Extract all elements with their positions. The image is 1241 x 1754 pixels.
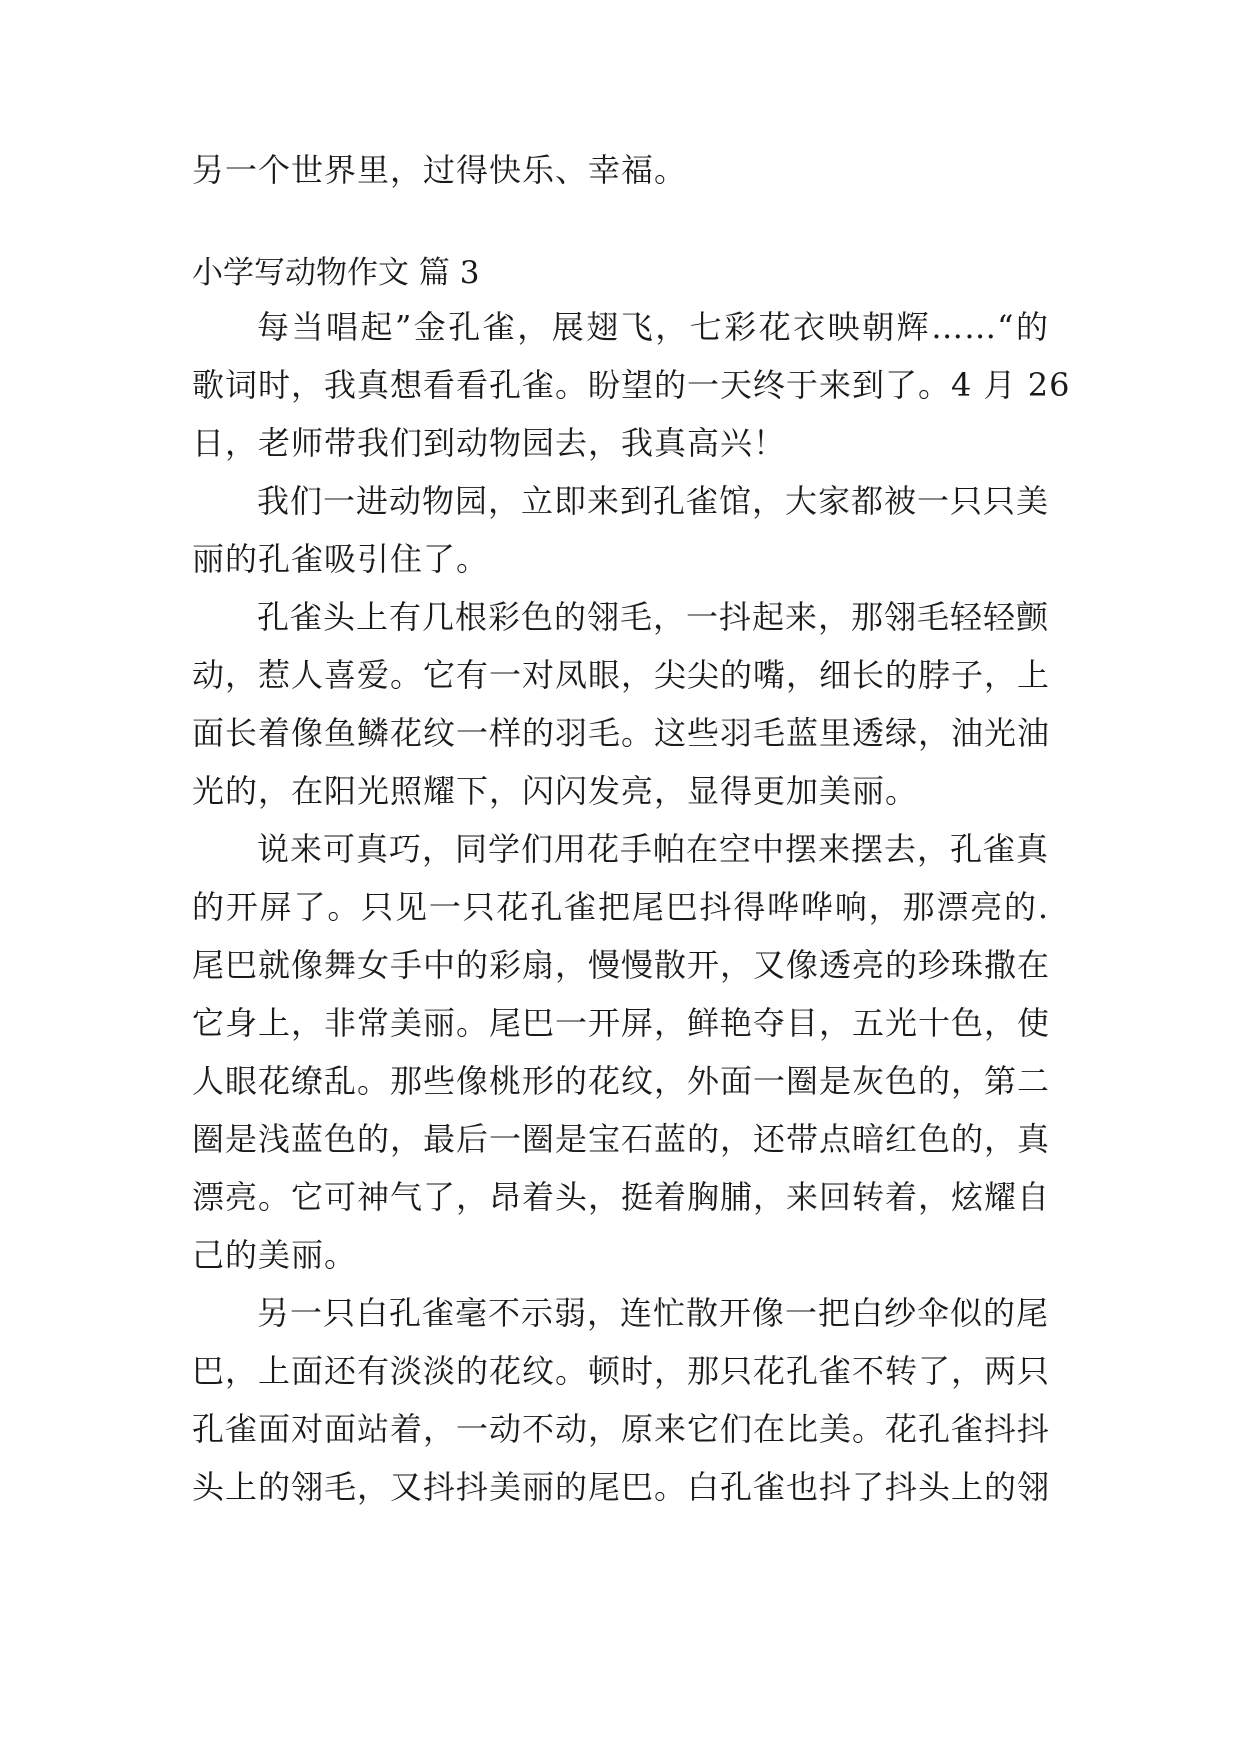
paragraph-2-line-2: 丽的孔雀吸引住了。: [192, 540, 490, 578]
paragraph-3-line-2: 动，惹人喜爱。它有一对凤眼，尖尖的嘴，细长的脖子，上: [192, 656, 1051, 694]
paragraph-5-line-4: 头上的翎毛，又抖抖美丽的尾巴。白孔雀也抖了抖头上的翎: [192, 1468, 1051, 1506]
paragraph-5-line-2: 巴，上面还有淡淡的花纹。顿时，那只花孔雀不转了，两只: [192, 1352, 1051, 1390]
paragraph-5-line-1: 另一只白孔雀毫不示弱，连忙散开像一把白纱伞似的尾: [257, 1294, 1050, 1332]
paragraph-2-line-1: 我们一进动物园，立即来到孔雀馆，大家都被一只只美: [257, 482, 1050, 520]
paragraph-4-line-3: 尾巴就像舞女手中的彩扇，慢慢散开，又像透亮的珍珠撒在: [192, 946, 1051, 984]
paragraph-5-line-3: 孔雀面对面站着，一动不动，原来它们在比美。花孔雀抖抖: [192, 1410, 1051, 1448]
paragraph-4-line-7: 漂亮。它可神气了，昂着头，挺着胸脯，来回转着，炫耀自: [192, 1178, 1051, 1216]
section-heading: 小学写动物作文 篇 3: [192, 255, 480, 291]
paragraph-4-line-8: 己的美丽。: [192, 1236, 358, 1274]
paragraph-4-line-5: 人眼花缭乱。那些像桃形的花纹，外面一圈是灰色的，第二: [192, 1062, 1051, 1100]
paragraph-4-line-6: 圈是浅蓝色的，最后一圈是宝石蓝的，还带点暗红色的，真: [192, 1120, 1051, 1158]
paragraph-3-line-3: 面长着像鱼鳞花纹一样的羽毛。这些羽毛蓝里透绿，油光油: [192, 714, 1051, 752]
paragraph-4-line-1: 说来可真巧，同学们用花手帕在空中摆来摆去，孔雀真: [257, 830, 1050, 868]
paragraph-3-line-4: 光的，在阳光照耀下，闪闪发亮，显得更加美丽。: [192, 772, 919, 810]
paragraph-1-line-2: 歌词时，我真想看看孔雀。盼望的一天终于来到了。4 月 26: [192, 366, 1071, 404]
continued-text-line: 另一个世界里，过得快乐、幸福。: [192, 151, 688, 189]
paragraph-1-line-1: 每当唱起”金孔雀，展翅飞，七彩花衣映朝辉……“的: [257, 308, 1049, 346]
paragraph-1-line-3: 日，老师带我们到动物园去，我真高兴！: [192, 424, 787, 462]
paragraph-4-line-4: 它身上，非常美丽。尾巴一开屏，鲜艳夺目，五光十色，使: [192, 1004, 1051, 1042]
paragraph-3-line-1: 孔雀头上有几根彩色的翎毛，一抖起来，那翎毛轻轻颤: [257, 598, 1050, 636]
paragraph-4-line-2: 的开屏了。只见一只花孔雀把尾巴抖得哗哗响，那漂亮的.: [192, 888, 1049, 926]
